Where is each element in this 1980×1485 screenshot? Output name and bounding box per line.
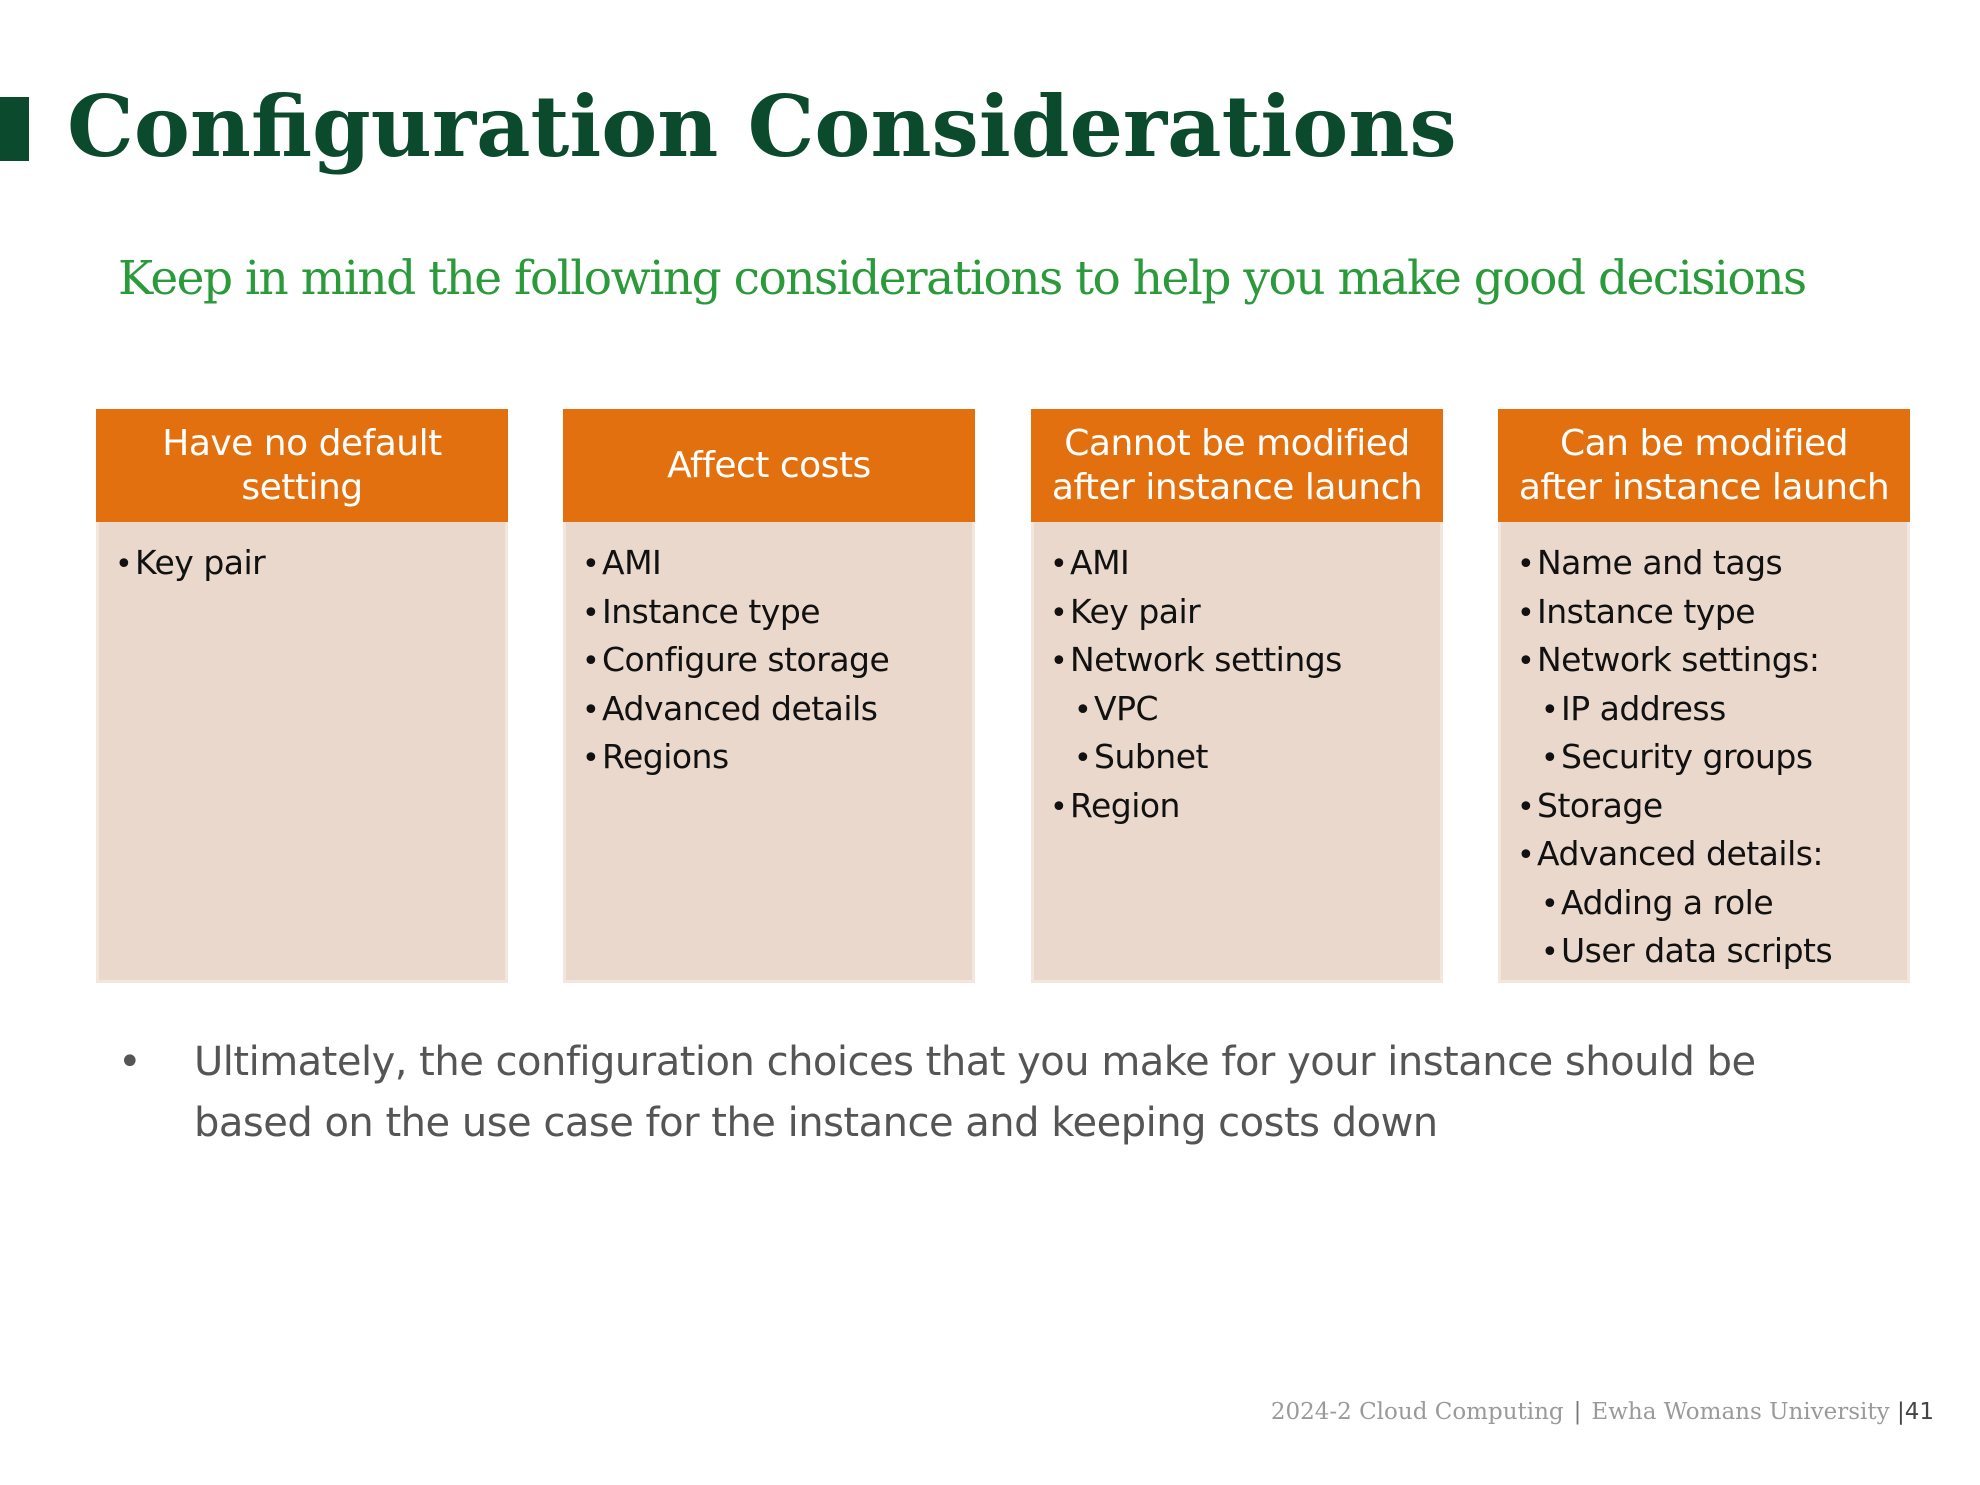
list-item-text: Advanced details [602,688,878,728]
box-header: Can be modified after instance launch [1498,409,1910,522]
bullet-icon: • [582,595,600,631]
bullet-icon: • [582,741,600,776]
list-item-text: IP address [1561,688,1726,728]
bullet-icon: • [1517,644,1535,679]
box-header: Have no default setting [96,409,508,522]
list-item [1050,686,1430,735]
list-item [1050,734,1430,783]
list-item-text: Name and tags [1537,543,1783,582]
bullet-icon: • [1050,547,1068,582]
list-item-text: Storage [1537,785,1663,825]
list-item [1517,686,1897,735]
list-item-text: VPC [1094,688,1159,728]
page-title: Configuration Considerations [67,77,1457,176]
title-marker [0,97,29,161]
footer-course: 2024-2 Cloud Computing [1270,1399,1564,1425]
box-header: Cannot be modified after instance launch [1031,409,1443,522]
list-item [582,540,962,589]
list-item-text: AMI [1070,543,1130,582]
box-affect-costs [563,409,975,983]
box-body [96,522,508,983]
bullet-icon: • [1074,741,1092,776]
bullet-icon: • [1517,595,1535,631]
page-number [1897,1399,1934,1425]
list-item [582,589,962,638]
note-text: Ultimately, the configuration choices that you make for your instance should be based on the use case for the instance and keeping costs down [194,1039,1756,1146]
bullet-icon: • [582,692,600,728]
bullet-icon: • [1517,547,1535,582]
box-cannot-modify [1031,409,1443,983]
list-item-text: Region [1070,785,1180,825]
list-item-text: User data scripts [1561,931,1833,970]
list-item [1050,589,1430,638]
footer-university: Ewha Womans University [1591,1399,1890,1425]
list-item [1050,540,1430,589]
page-number-value: 41 [1904,1399,1934,1425]
box-body [563,522,975,983]
bullet-icon: • [115,547,133,582]
bullet-icon: • [1517,789,1535,825]
list-item [1517,783,1897,832]
bullet-icon: • [1050,789,1068,825]
bullet-icon: • [1050,595,1068,631]
list-item [1517,637,1897,686]
page-prefix: | [1896,1399,1905,1425]
page-subtitle: Keep in mind the following considerations to help you make good decisions [118,251,1806,306]
list-item-text: Adding a role [1561,882,1774,922]
bullet-icon: • [582,644,600,679]
list-item [1050,637,1430,686]
list-item [1050,783,1430,832]
box-can-modify [1498,409,1910,983]
note-bullet-item [118,1032,1878,1154]
list-item [115,540,495,589]
bullet-icon: • [1541,741,1559,776]
list-item-text: Network settings: [1537,640,1820,679]
list-item-text: Advanced details: [1537,834,1824,873]
list-item-text: Subnet [1094,737,1208,776]
footer-separator: | [1573,1399,1582,1425]
bullet-icon: • [582,547,600,582]
list-item-text: Regions [602,737,729,776]
slide-footer [1271,1399,1934,1425]
list-item-text: Security groups [1561,737,1813,776]
bullet-icon: • [1541,935,1559,970]
list-item-text: Key pair [135,543,266,582]
bullet-icon: • [1541,692,1559,728]
list-item [582,637,962,686]
considerations-boxes [96,409,1901,983]
list-item [1517,831,1897,880]
bullet-marker: • [118,1039,142,1085]
list-item [1517,589,1897,638]
list-item-text: Configure storage [602,640,890,679]
list-item [582,686,962,735]
box-body [1498,522,1910,983]
list-item-text: Key pair [1070,591,1201,631]
bullet-icon: • [1517,838,1535,873]
box-body [1031,522,1443,983]
list-item-text: Network settings [1070,640,1342,679]
box-no-default [96,409,508,983]
bullet-icon: • [1541,886,1559,922]
bullet-icon: • [1050,644,1068,679]
list-item [582,734,962,783]
list-item [1517,880,1897,929]
list-item-text: Instance type [1537,591,1756,631]
list-item-text: AMI [602,543,662,582]
list-item-text: Instance type [602,591,821,631]
list-item [1517,734,1897,783]
list-item [1517,540,1897,589]
box-header: Affect costs [563,409,975,522]
bullet-icon: • [1074,692,1092,728]
list-item [1517,928,1897,977]
